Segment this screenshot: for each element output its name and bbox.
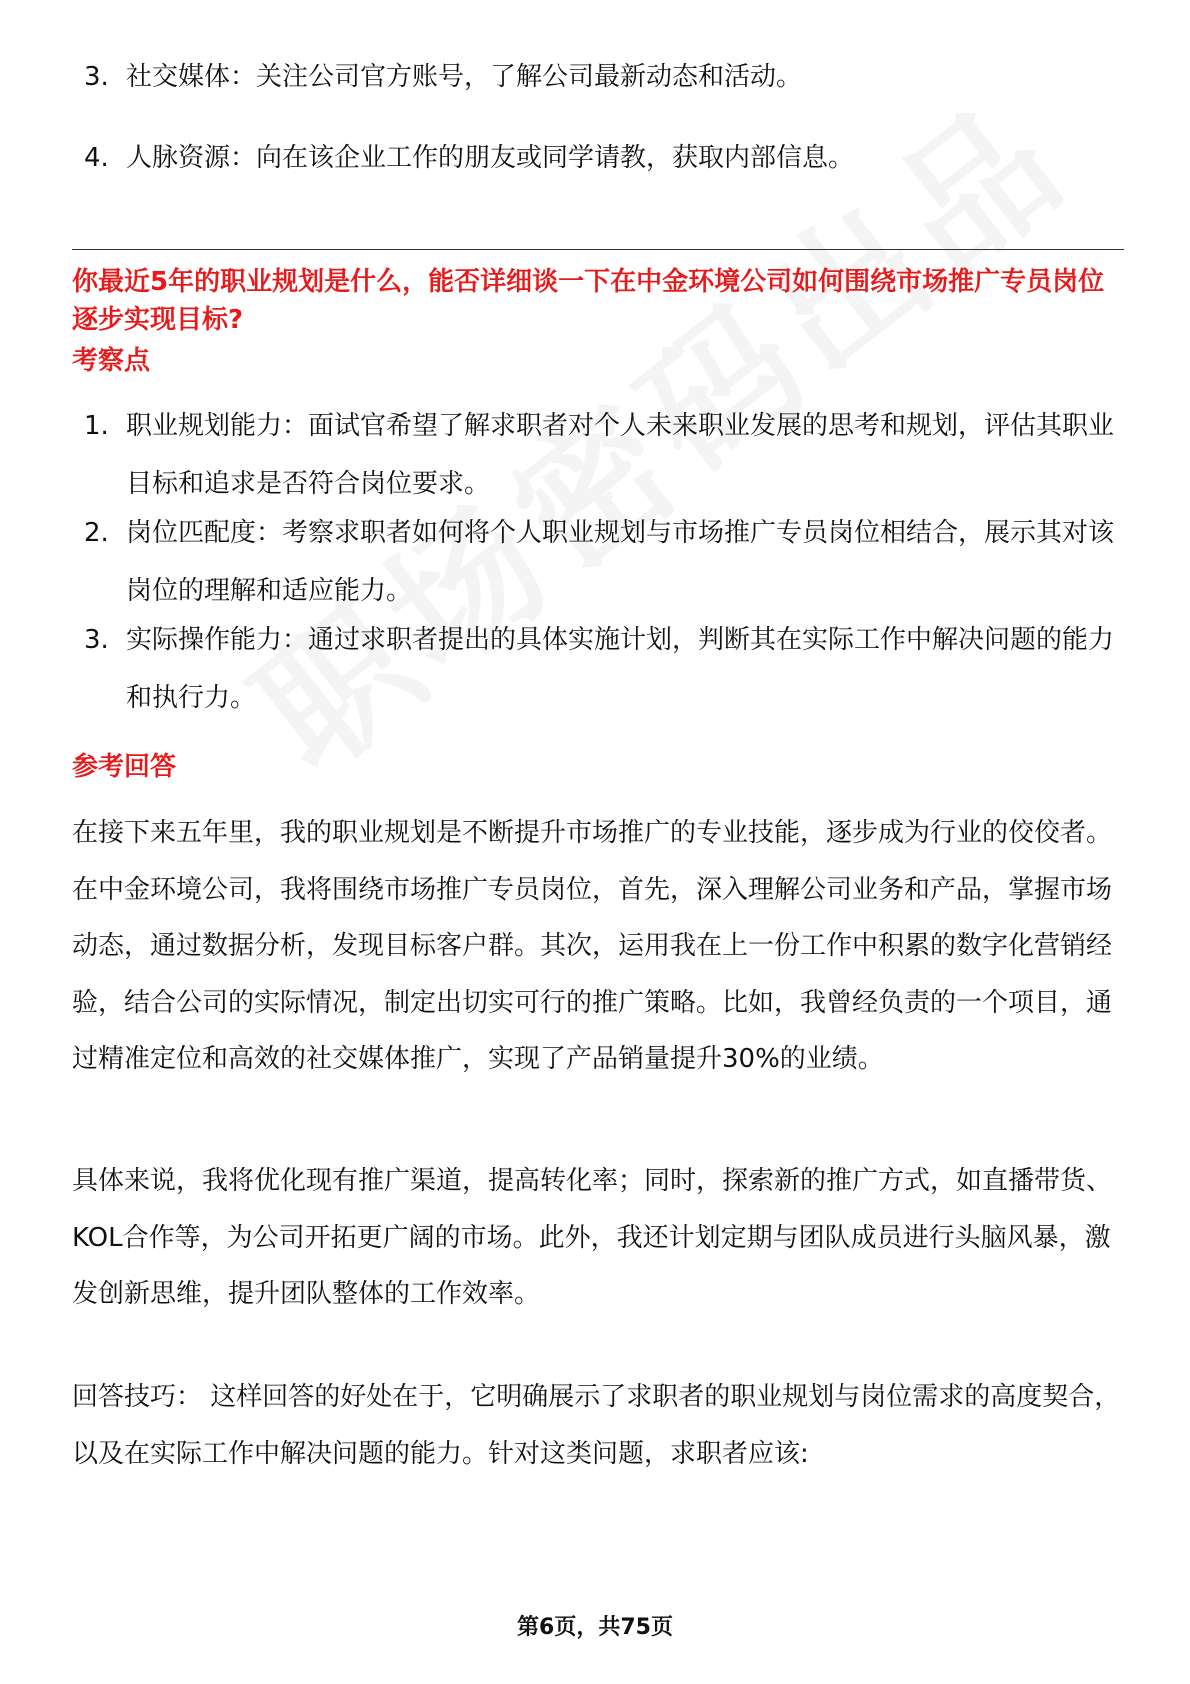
list-item [84,504,1124,620]
page-number: 第6页，共75页 [517,1615,673,1640]
answer-paragraph: 在接下来五年里，我的职业规划是不断提升市场推广的专业技能，逐步成为行业的佼佼者。在中金环境公司，我将围绕市场推广专员岗位，首先，深入理解公司业务和产品，掌握市场动态，通过数据分析，发现目标客户群。其次，运用我在上一份工作中积累的数字化营销经验，结合公司的实际情况，制定出切实可行的推广策略。比如，我曾经负责的一个项目，通过精准定位和高效的社交媒体推广，实现了产品销量提升30%的业绩。 [72,818,1113,1074]
list-text: 岗位匹配度：考察求职者如何将个人职业规划与市场推广专员岗位相结合，展示其对该岗位的理解和适应能力。 [126,518,1115,606]
list-number: 4. [84,143,109,173]
list-number: 2. [84,518,109,548]
answer-tip-paragraph: 回答技巧： 这样回答的好处在于，它明确展示了求职者的职业规划与岗位需求的高度契合，以及在实际工作中解决问题的能力。针对这类问题，求职者应该: [72,1382,1121,1469]
list-text: 实际操作能力：通过求职者提出的具体实施计划，判断其在实际工作中解决问题的能力和执行力。 [126,625,1115,713]
list-item [84,611,1124,727]
list-text: 人脉资源：向在该企业工作的朋友或同学请教，获取内部信息。 [126,143,855,173]
list-text: 社交媒体：关注公司官方账号，了解公司最新动态和活动。 [126,62,803,92]
list-item [84,48,1124,106]
answer-title: 参考回答 [72,752,177,782]
answer-paragraph: 具体来说，我将优化现有推广渠道，提高转化率；同时，探索新的推广方式，如直播带货、KOL合作等，为公司开拓更广阔的市场。此外，我还计划定期与团队成员进行头脑风暴，激发创新思维，提升团队整体的工作效率。 [72,1166,1113,1309]
list-text: 职业规划能力：面试官希望了解求职者对个人未来职业发展的思考和规划，评估其职业目标和追求是否符合岗位要求。 [126,411,1115,499]
list-number: 3. [84,62,109,92]
list-item [84,129,1124,187]
list-item [84,397,1124,513]
list-number: 3. [84,625,109,655]
list-number: 1. [84,411,109,441]
section-divider [72,249,1124,250]
question-heading: 你最近5年的职业规划是什么，能否详细谈一下在中金环境公司如何围绕市场推广专员岗位逐步实现目标? [72,267,1105,335]
exam-points-title: 考察点 [72,346,151,376]
